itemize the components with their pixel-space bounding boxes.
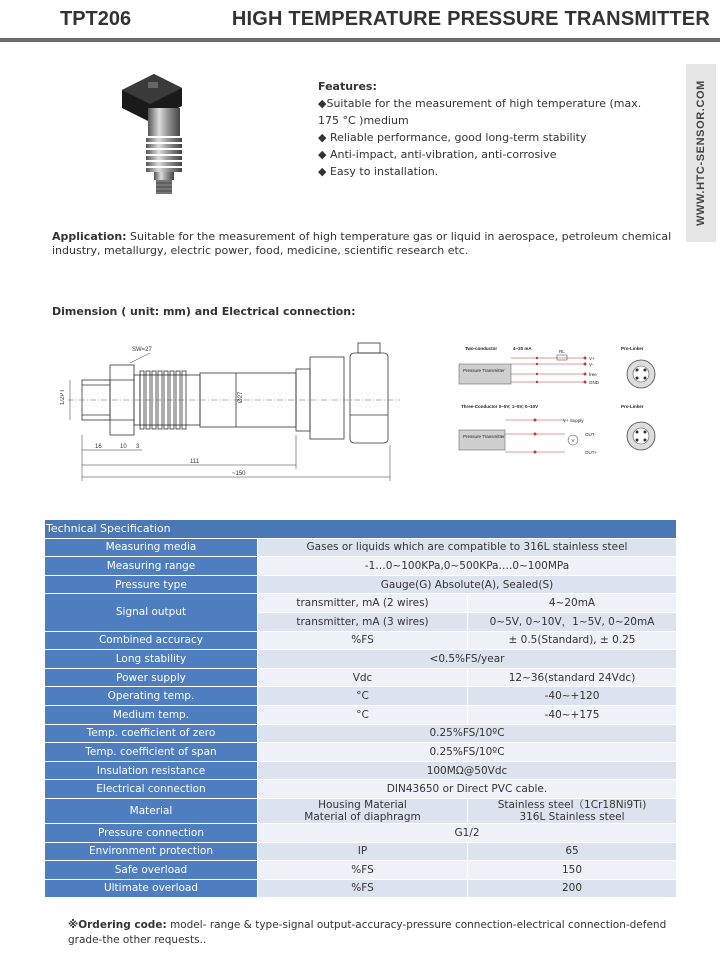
spec-value: -40~+175 — [468, 705, 677, 724]
feature-item: ◆ Anti-impact, anti-vibration, anti-corrosive — [318, 148, 557, 161]
transmitter-box-label-1: Pressure Transmitter — [463, 368, 505, 373]
spec-value — [468, 798, 677, 823]
spec-value: %FS — [258, 879, 468, 898]
table-row — [45, 705, 677, 724]
features-block — [318, 78, 668, 180]
spec-value: 0.25%FS/10ºC — [258, 724, 677, 743]
spec-value: DIN43650 or Direct PVC cable. — [258, 780, 677, 799]
spec-value: 4~20mA — [468, 594, 677, 613]
material-housing-label: Housing Material — [318, 798, 407, 811]
two-conductor-label: Two-conductor — [465, 346, 498, 351]
rl-label: RL — [559, 349, 565, 354]
gnd-label: GND — [589, 380, 599, 385]
table-row — [45, 687, 677, 706]
spec-value: transmitter, mA (2 wires) — [258, 594, 468, 613]
spec-key: Measuring media — [45, 538, 258, 557]
material-housing-value: Stainless steel（1Cr18Ni9Ti) — [497, 798, 647, 811]
spec-value: Gases or liquids which are compatible to 316L stainless steel — [258, 538, 677, 557]
dimension-drawing — [60, 335, 420, 485]
table-row — [45, 780, 677, 799]
model-number: TPT206 — [60, 8, 132, 30]
spec-value: transmitter, mA (3 wires) — [258, 612, 468, 631]
table-row — [45, 879, 677, 898]
pro-linker-label-1: Pro-Linker — [621, 346, 644, 351]
spec-key: Medium temp. — [45, 705, 258, 724]
features-title: Features: — [318, 80, 377, 93]
spec-value: Gauge(G) Absolute(A), Sealed(S) — [258, 575, 677, 594]
free-label: free — [589, 372, 597, 377]
spec-value: G1/2 — [258, 823, 677, 842]
ordering-code — [68, 918, 678, 948]
spec-key: Signal output — [45, 594, 258, 631]
spec-key: Long stability — [45, 650, 258, 669]
table-row — [45, 842, 677, 861]
table-row — [45, 724, 677, 743]
table-row — [45, 575, 677, 594]
thread-label: 1/2PT — [60, 388, 66, 405]
table-row — [45, 538, 677, 557]
two-conductor-range: 4~20 mA — [513, 346, 532, 351]
product-image — [118, 68, 238, 198]
spec-key: Safe overload — [45, 861, 258, 880]
spec-value: 12~36(standard 24Vdc) — [468, 668, 677, 687]
dim-10: 10 — [120, 444, 127, 450]
feature-item: ◆ Easy to installation. — [318, 165, 439, 178]
table-row — [45, 594, 677, 613]
out-minus-label: OUT- — [585, 432, 596, 437]
spec-key: Material — [45, 798, 258, 823]
feature-item: ◆ Reliable performance, good long-term stability — [318, 131, 587, 144]
spec-value: IP — [258, 842, 468, 861]
out-plus-label: OUT+ — [585, 450, 598, 455]
material-diaphragm-value: 316L Stainless steel — [519, 810, 625, 823]
table-row — [45, 668, 677, 687]
header-divider — [0, 38, 720, 42]
application-text: Suitable for the measurement of high temperature gas or liquid in aerospace, petroleum chemical industry, metallurgy, electric power, food, medicine, scientific research etc. — [52, 230, 672, 257]
spec-value: -1…0~100KPa,0~500KPa….0~100MPa — [258, 557, 677, 576]
spec-value: Vdc — [258, 668, 468, 687]
spec-value: 150 — [468, 861, 677, 880]
table-row — [45, 631, 677, 650]
spec-value: <0.5%FS/year — [258, 650, 677, 669]
three-conductor-label: Three-Conductor 0~5V; 1~5V; 0~10V — [461, 404, 539, 409]
spec-value: 65 — [468, 842, 677, 861]
dim-16: 16 — [95, 444, 102, 450]
spec-key: Combined accuracy — [45, 631, 258, 650]
table-row — [45, 520, 677, 539]
table-row — [45, 650, 677, 669]
transmitter-box-label-2: Pressure Transmitter — [463, 434, 505, 439]
spec-value: -40~+120 — [468, 687, 677, 706]
website-url: WWW.HTC-SENSOR.COM — [695, 80, 707, 226]
dim-150: ~150 — [232, 471, 246, 477]
application-label: Application: — [52, 230, 127, 243]
voltmeter-symbol: V — [571, 438, 575, 443]
spec-key: Pressure type — [45, 575, 258, 594]
spec-key: Electrical connection — [45, 780, 258, 799]
sw-label: SW=27 — [132, 347, 152, 353]
table-row — [45, 743, 677, 762]
ordering-text: model- range & type-signal output-accuracy-pressure connection-electrical connection-defend grade-the other requests.. — [68, 919, 667, 946]
spec-key: Insulation resistance — [45, 761, 258, 780]
spec-value: °C — [258, 687, 468, 706]
spec-key: Measuring range — [45, 557, 258, 576]
diameter-label: Ø27 — [238, 391, 244, 403]
technical-spec-table — [44, 519, 677, 898]
spec-key: Temp. coefficient of span — [45, 743, 258, 762]
spec-value — [258, 798, 468, 823]
spec-value: 0.25%FS/10ºC — [258, 743, 677, 762]
spec-value: °C — [258, 705, 468, 724]
application-paragraph — [52, 230, 692, 258]
pro-linker-label-2: Pro-Linker — [621, 404, 644, 409]
product-title: HIGH TEMPERATURE PRESSURE TRANSMITTER — [231, 8, 710, 30]
table-row — [45, 798, 677, 823]
spec-value: 100MΩ@50Vdc — [258, 761, 677, 780]
table-row — [45, 557, 677, 576]
feature-item: ◆Suitable for the measurement of high temperature (max. 175 °C )medium — [318, 97, 642, 127]
wiring-diagram — [455, 342, 680, 472]
supply-label: V+ Supply — [563, 418, 584, 423]
spec-key: Temp. coefficient of zero — [45, 724, 258, 743]
spec-value: 200 — [468, 879, 677, 898]
vminus-label: V- — [589, 362, 594, 367]
table-row — [45, 761, 677, 780]
spec-key: Environment protection — [45, 842, 258, 861]
dim-3: 3 — [136, 444, 140, 450]
dim-111: 111 — [190, 459, 200, 465]
spec-key: Operating temp. — [45, 687, 258, 706]
spec-key: Ultimate overload — [45, 879, 258, 898]
table-row — [45, 861, 677, 880]
spec-key: Power supply — [45, 668, 258, 687]
table-row — [45, 823, 677, 842]
material-diaphragm-label: Material of diaphragm — [304, 810, 421, 823]
dimension-title: Dimension ( unit: mm) and Electrical connection: — [52, 305, 356, 318]
spec-value: %FS — [258, 631, 468, 650]
spec-value: ± 0.5(Standard), ± 0.25 — [468, 631, 677, 650]
spec-value: 0~5V, 0~10V，1~5V, 0~20mA — [468, 612, 677, 631]
vplus-label: V+ — [589, 356, 595, 361]
spec-value: %FS — [258, 861, 468, 880]
spec-key: Pressure connection — [45, 823, 258, 842]
ordering-label: ※Ordering code: — [68, 919, 167, 931]
table-header: Technical Specification — [45, 520, 677, 539]
